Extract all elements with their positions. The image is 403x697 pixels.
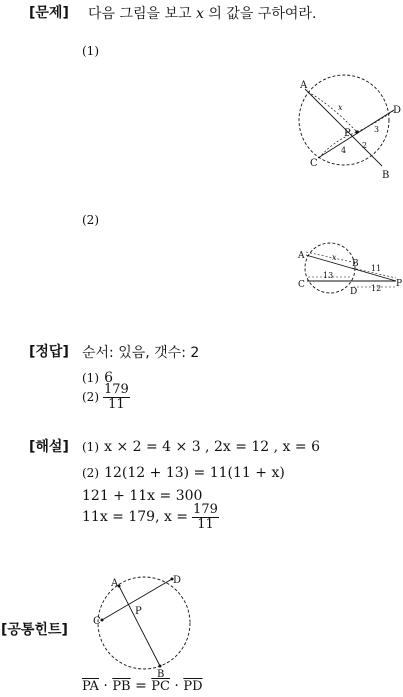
figure-1-chord-cd	[318, 110, 394, 158]
hint-formula-pc: $\overline{PC}$	[151, 679, 170, 694]
hint-figure-label-p: P	[135, 606, 142, 617]
answer-2-denominator: 11	[108, 396, 125, 412]
hint-formula	[82, 678, 203, 694]
solution-1-line: x × 2 = 4 × 3 , 2x = 12 , x = 6	[104, 439, 320, 455]
solution-2-line-3	[82, 503, 219, 531]
hint-figure-point-c	[101, 619, 104, 622]
figure-2-label-12: 12	[371, 284, 382, 293]
figure-2-label-d: D	[350, 287, 358, 296]
figure-1-intersecting-chords	[290, 66, 402, 184]
answer-2-numerator: 179	[104, 382, 129, 397]
answer-2-fraction	[103, 383, 130, 411]
figure-1-label-d: D	[393, 105, 402, 116]
figure-1-label-b: B	[382, 170, 390, 181]
solution-2-fraction	[192, 503, 219, 531]
solution-2-line-2: 121 + 11x = 300	[82, 488, 203, 504]
question-part-2-label: (2)	[82, 213, 99, 227]
solution-2-line-1: 12(12 + 13) = 11(11 + x)	[104, 465, 285, 481]
hint-formula-equals: =	[130, 678, 152, 694]
question-text	[88, 3, 316, 23]
figure-1-label-c: C	[310, 158, 318, 169]
figure-1-brace-x	[308, 92, 357, 132]
question-variable: x	[196, 6, 204, 22]
figure-2-label-c: C	[298, 280, 305, 290]
hint-formula-pa: $\overline{PA}$	[82, 679, 99, 694]
hint-formula-pd: $\overline{PD}$	[183, 679, 203, 694]
figure-2-label-x: x	[332, 253, 337, 262]
solution-2-numerator: 179	[193, 502, 218, 517]
figure-1-point-p	[355, 130, 358, 133]
question-text-after: 의 값을 구하여라.	[203, 6, 317, 22]
figure-2-circle	[305, 243, 355, 293]
figure-2-secants	[296, 238, 403, 296]
answer-1-number: (1)	[82, 371, 99, 385]
figure-2-label-13: 13	[323, 271, 334, 280]
hint-tag: [공통힌트]	[1, 622, 68, 638]
hint-formula-pb: $\overline{PB}$	[112, 679, 131, 694]
answer-2-number: (2)	[82, 390, 99, 405]
hint-formula-dot-1: ·	[98, 678, 113, 694]
hint-figure-circle	[98, 577, 190, 669]
solution-1	[82, 436, 320, 455]
question-tag: [문제]	[29, 5, 69, 21]
hint-figure-chords	[88, 569, 200, 681]
figure-1-label-4: 4	[341, 146, 347, 155]
solution-2-line-3-lhs: 11x = 179, x =	[82, 509, 189, 526]
solution-tag: [해설]	[29, 439, 69, 455]
solution-1-number: (1)	[82, 440, 99, 454]
figure-2-label-11: 11	[371, 264, 382, 273]
question-part-1-label: (1)	[82, 44, 99, 58]
figure-1-label-a: A	[300, 80, 308, 91]
hint-figure-label-d: D	[173, 575, 182, 586]
solution-2-number: (2)	[82, 466, 99, 480]
hint-figure-label-b: B	[157, 669, 165, 680]
figure-2-secant-a	[306, 255, 396, 281]
solution-2	[82, 462, 285, 481]
question-text-before: 다음 그림을 보고	[88, 6, 197, 22]
hint-figure-point-b	[159, 665, 162, 668]
figure-2-label-b: B	[352, 259, 359, 269]
figure-1-label-p: P	[344, 128, 351, 139]
figure-1-label-x: x	[338, 103, 343, 112]
figure-2-label-a: A	[298, 251, 305, 261]
hint-formula-dot-2: ·	[169, 678, 184, 694]
figure-1-label-3: 3	[374, 125, 380, 134]
answer-summary: 순서: 있음, 갯수: 2	[82, 345, 200, 361]
answer-1-value: 6	[104, 370, 114, 386]
figure-2-label-p: P	[396, 279, 403, 289]
hint-figure-label-c: C	[93, 616, 101, 627]
answer-tag: [정답]	[29, 344, 69, 360]
figure-1-label-2: 2	[362, 141, 368, 150]
answer-2	[82, 383, 130, 411]
solution-2-denominator: 11	[197, 516, 214, 532]
hint-figure-label-a: A	[111, 578, 119, 589]
